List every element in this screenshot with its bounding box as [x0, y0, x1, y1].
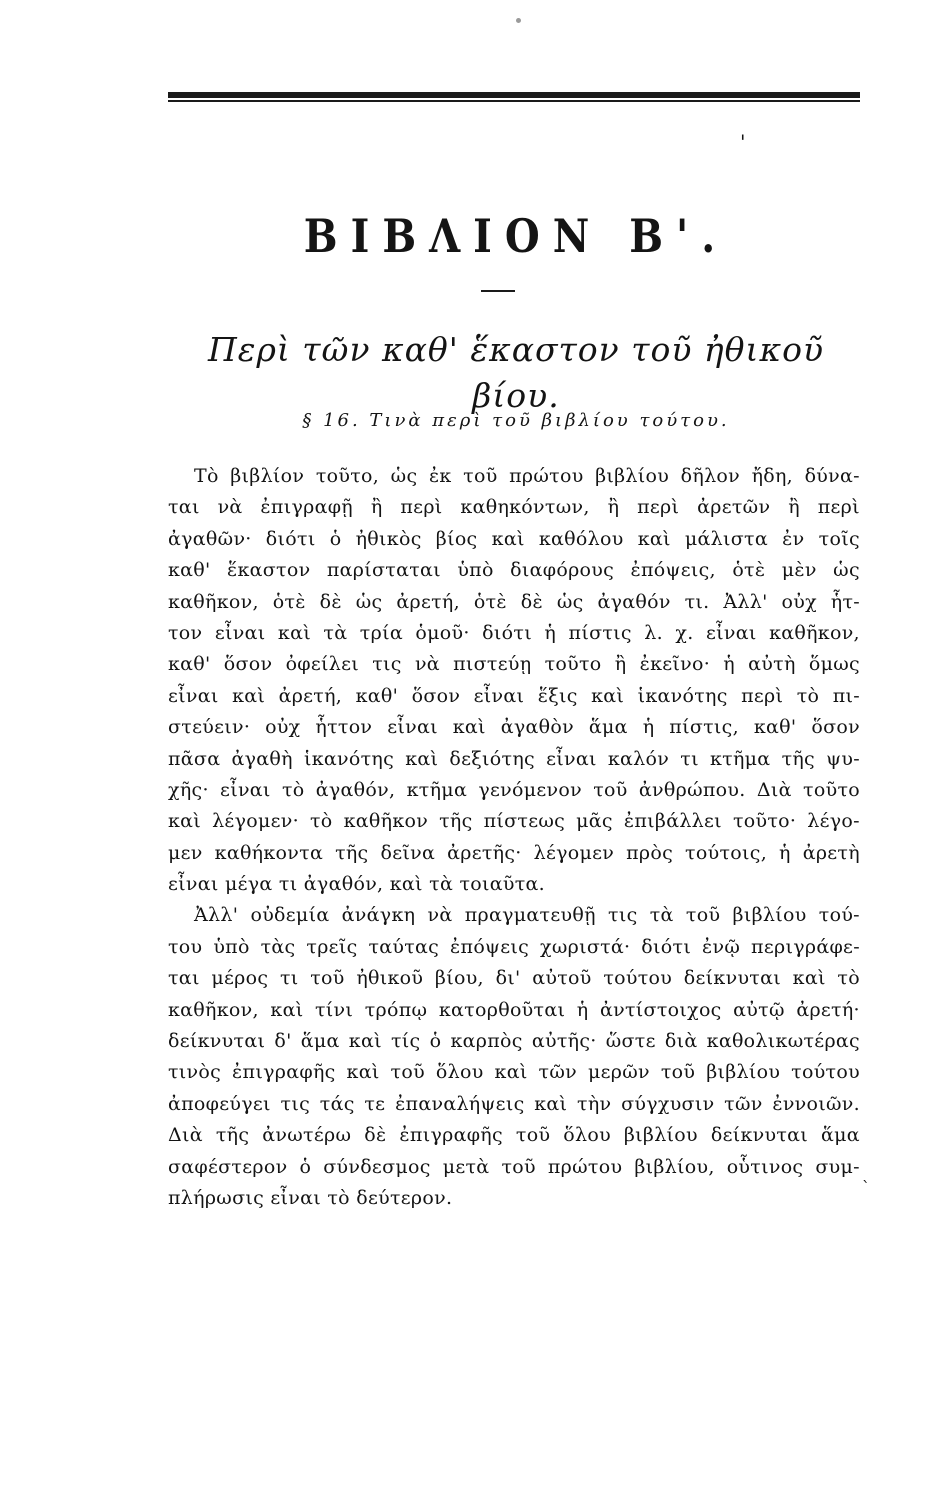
word: αὐτὴ — [748, 653, 796, 676]
word: τρία — [359, 621, 403, 644]
book-title: ΒΙΒΛΙΟΝ Β'. — [303, 209, 729, 264]
word: ἢ — [370, 496, 383, 519]
text-line — [168, 1183, 860, 1214]
word: βιβλίου — [623, 1124, 698, 1147]
word: κτῆμα — [406, 778, 468, 801]
word: χ. — [675, 621, 694, 644]
word: διὰ — [664, 1030, 698, 1053]
word: ἀγαθὸν — [500, 716, 574, 739]
word: χωριστά· — [540, 935, 631, 958]
word: καὶ — [270, 998, 304, 1021]
word: πᾶσα — [168, 747, 221, 770]
word: καὶ — [792, 967, 826, 990]
word: παρίσταται — [326, 559, 441, 582]
word: τούτοις, — [685, 841, 768, 864]
word: καθ' — [168, 653, 211, 676]
word: ὅμως — [808, 653, 860, 676]
word: ὡς — [556, 590, 584, 613]
word: ἅμα — [588, 716, 628, 739]
word: ἐπιγραφῆς — [399, 1124, 503, 1147]
word: εἶναι — [706, 621, 757, 644]
word: νὰ — [427, 904, 453, 927]
word: βιβλίου — [706, 1061, 781, 1084]
word: τις — [608, 904, 638, 927]
word: καὶ — [491, 527, 525, 550]
word: διότι — [482, 621, 532, 644]
word: ται — [168, 967, 200, 990]
word: καθῆκον, — [168, 590, 259, 613]
word: τοῦτο — [803, 778, 860, 801]
word: ἐπόψεις, — [630, 559, 716, 582]
word: ἠθικοῦ — [356, 967, 424, 990]
word: τὰς — [260, 935, 296, 958]
word: δ' — [274, 1030, 292, 1053]
word: ἀντίστοιχος — [600, 998, 722, 1021]
word: σύγχυσιν — [621, 1092, 715, 1115]
word: περὶ — [817, 496, 860, 519]
word: τὰ — [649, 904, 674, 927]
word: καθῆκον, — [168, 998, 259, 1021]
word: Διὰ — [756, 778, 792, 801]
word: ὡς — [833, 559, 860, 582]
text-line — [168, 618, 860, 649]
word: λέγο- — [807, 810, 860, 833]
word: περιγράφε- — [751, 935, 860, 958]
word: διότι — [641, 935, 692, 958]
word: καθ' — [168, 559, 211, 582]
word: πίστις — [568, 621, 632, 644]
word: τῶν — [538, 1061, 578, 1084]
word: συμ- — [815, 1155, 860, 1178]
word: πι- — [832, 684, 860, 707]
ink-speck — [516, 18, 521, 23]
word: ἀγαθόν, — [303, 873, 390, 896]
word: αὐτῷ — [733, 998, 785, 1021]
word: ἀρετή· — [796, 998, 860, 1021]
word: ἡ — [642, 716, 655, 739]
word: στεύειν· — [168, 716, 251, 739]
word: καθῆκον, — [769, 621, 860, 644]
word: καὶ — [405, 747, 439, 770]
word: βιβλίον — [230, 465, 305, 487]
word: ὅλου — [435, 1061, 484, 1084]
word: εἶναι — [473, 684, 525, 707]
word: τοῦ — [463, 465, 498, 487]
word: τι — [280, 967, 299, 990]
body-text — [168, 461, 860, 1214]
word: τινὸς — [168, 1061, 222, 1084]
word: καθ' — [355, 684, 399, 707]
text-line — [168, 744, 860, 775]
word: ἀρετῆς· — [447, 841, 522, 864]
word: εἶναι — [387, 716, 438, 739]
word: τρεῖς — [306, 935, 358, 958]
word: ὑπὸ — [213, 935, 250, 958]
word: τῆς — [781, 747, 815, 770]
word: τοῖς — [818, 527, 860, 550]
word: οὐχ — [265, 716, 301, 739]
word: ἀρετῶν — [697, 496, 771, 519]
text-line — [168, 838, 860, 869]
word: ἢ — [788, 496, 800, 519]
part-title: Περὶ τῶν καθ' ἕκαστον τοῦ ἠθικοῦ βίου. — [207, 330, 825, 415]
word: ὑπὸ — [457, 559, 494, 582]
word: καὶ — [534, 1092, 568, 1115]
text-line — [168, 869, 860, 900]
text-line — [168, 1089, 860, 1120]
word: ἐπιγραφῆς — [232, 1061, 336, 1084]
word: τὰ — [323, 621, 348, 644]
text-line — [168, 963, 860, 994]
word: καθόλου — [538, 527, 624, 550]
word: ἢ — [607, 496, 620, 519]
word: τὸ — [310, 810, 333, 833]
word: δὲ — [364, 1124, 387, 1147]
word: Ἀλλ' — [194, 904, 239, 927]
word: ἐν — [782, 527, 805, 550]
word: οὐδεμία — [250, 904, 330, 927]
text-line — [168, 775, 860, 806]
word: ὁτὲ — [473, 590, 507, 613]
word: καθήκοντα — [214, 841, 324, 864]
word: μὲν — [781, 559, 817, 582]
word: ἤδη, — [751, 465, 794, 487]
word: ὅσον — [811, 716, 860, 739]
word: ἧττον — [315, 716, 373, 739]
text-line — [168, 1057, 860, 1088]
text-line — [168, 900, 860, 931]
word: τίνι — [315, 998, 354, 1021]
word: διότι — [265, 527, 316, 550]
word: πραγματευθῇ — [464, 904, 596, 927]
word: τῆς — [215, 1124, 250, 1147]
word: ἅμα — [300, 1030, 340, 1053]
word: ὁτὲ — [732, 559, 766, 582]
word: κατορθοῦται — [438, 998, 566, 1021]
word: δεύτερον. — [356, 1186, 453, 1209]
word: ἐπιβάλλει — [623, 810, 722, 833]
word: καὶ — [494, 1061, 528, 1084]
word: μᾶς — [576, 810, 613, 833]
word: δείκνυται — [683, 967, 781, 990]
word: ἅμα — [820, 1124, 860, 1147]
word: μέρος — [211, 967, 269, 990]
word: τῆς — [439, 810, 473, 833]
word: εἶναι — [168, 684, 219, 707]
word: ὁμοῦ· — [415, 621, 470, 644]
word: ται — [168, 496, 200, 519]
word: εἶναι — [214, 621, 266, 644]
word: λ. — [644, 621, 663, 644]
word: μεν — [168, 841, 203, 864]
word: ἀγαθὴ — [231, 747, 293, 770]
text-line — [168, 461, 860, 492]
word: αὐτοῦ — [532, 967, 592, 990]
word: καὶ — [389, 873, 430, 896]
word: δῆλον — [680, 465, 741, 487]
text-line — [168, 806, 860, 837]
word: βιβλίου — [732, 904, 807, 927]
header-rule-thick — [168, 92, 860, 98]
word: ἀγαθόν — [597, 590, 671, 613]
word: ἀγαθόν, — [315, 778, 396, 801]
word: του — [168, 935, 203, 958]
word: καθῆκον — [343, 810, 429, 833]
stray-tick-mark: ' — [740, 130, 746, 154]
word: ἐκ — [428, 465, 452, 487]
text-line — [168, 587, 860, 618]
word: τοιαῦτα. — [459, 873, 545, 896]
word: εἶναι — [270, 1186, 328, 1209]
text-line — [168, 1026, 860, 1057]
word: ἐκεῖνο· — [639, 653, 711, 676]
word: τὴν — [577, 1092, 612, 1115]
word: πίστις, — [669, 716, 739, 739]
word: ὅλου — [563, 1124, 611, 1147]
word: μετὰ — [442, 1155, 490, 1178]
word: τάς — [319, 1092, 355, 1115]
word: ἐννοιῶν. — [772, 1092, 860, 1115]
word: τίς — [390, 1030, 421, 1053]
word: ἡ — [576, 998, 589, 1021]
word: τις — [372, 653, 402, 676]
word: ἐπαναλήψεις — [395, 1092, 525, 1115]
word: εἶναι — [220, 778, 271, 801]
word: πρώτου — [509, 465, 584, 487]
text-line — [168, 932, 860, 963]
word: τοῦτο· — [732, 810, 797, 833]
word: γενόμενον — [478, 778, 582, 801]
word: ὁτὲ — [272, 590, 306, 613]
section-heading: § 16. Τινὰ περὶ τοῦ βιβλίου τούτου. — [302, 410, 730, 431]
word: τι — [680, 747, 699, 770]
word: ἐπόψεις — [450, 935, 530, 958]
word: τοῦ — [515, 1124, 551, 1147]
word: ἀνάγκη — [341, 904, 416, 927]
word: σύνδεσμος — [323, 1155, 431, 1178]
word: τὸ — [796, 684, 820, 707]
word: περὶ — [741, 684, 784, 707]
word: μερῶν — [587, 1061, 650, 1084]
word: ἱκανότης — [637, 684, 728, 707]
word: βιβλίου, — [634, 1155, 715, 1178]
word: τρόπῳ — [364, 998, 428, 1021]
margin-mark: ` — [862, 1178, 870, 1197]
word: πίστεως — [483, 810, 566, 833]
word: ἡ — [723, 653, 735, 676]
word: Διὰ — [168, 1124, 203, 1147]
word: καθολικωτέρας — [706, 1030, 860, 1053]
word: καὶ — [232, 684, 266, 707]
word: τού- — [818, 904, 860, 927]
word: ὥστε — [605, 1030, 656, 1053]
word: χῆς· — [168, 778, 209, 801]
word: καὶ — [637, 527, 671, 550]
word: ἀγαθῶν· — [168, 527, 252, 550]
word: ὁ — [429, 1030, 442, 1053]
word: αὐτῆς· — [531, 1030, 597, 1053]
word: δείκνυται — [710, 1124, 809, 1147]
word: ἱκανότης — [303, 747, 395, 770]
word: ἀποφεύγει — [168, 1092, 271, 1115]
text-line — [168, 649, 860, 680]
word: ἐπιγραφῇ — [260, 496, 353, 519]
word: τούτου — [603, 967, 673, 990]
word: οὗτινος — [726, 1155, 804, 1178]
word: ὡς — [390, 465, 418, 487]
word: ὁ — [329, 527, 342, 550]
header-rule-thin — [168, 100, 860, 102]
word: τῆς — [335, 841, 369, 864]
word: ἐνῷ — [702, 935, 741, 958]
word: δείκνυται — [168, 1030, 266, 1053]
text-line — [168, 524, 860, 555]
word: ἀνθρώπου. — [638, 778, 746, 801]
word: λέγομεν· — [212, 810, 299, 833]
word: μέγα — [224, 873, 279, 896]
word: ἢ — [614, 653, 627, 676]
word: ἠθικὸς — [355, 527, 422, 550]
title-divider — [481, 290, 515, 292]
word: καθηκόντων, — [460, 496, 590, 519]
word: περὶ — [400, 496, 443, 519]
word: δεξιότης — [449, 747, 535, 770]
word: καὶ — [452, 716, 486, 739]
word: ταύτας — [368, 935, 440, 958]
word: τον — [168, 621, 203, 644]
word: πρώτου — [547, 1155, 623, 1178]
word: τοῦ — [310, 967, 345, 990]
word: σαφέστερον — [168, 1155, 288, 1178]
word: τὸ — [327, 1186, 357, 1209]
word: ἀρετή, — [396, 590, 460, 613]
word: κτῆμα — [709, 747, 771, 770]
word: πρὸς — [626, 841, 674, 864]
word: βίου, — [434, 967, 484, 990]
word: καὶ — [346, 1061, 380, 1084]
word: τὰ — [429, 873, 460, 896]
word: καὶ — [348, 1030, 382, 1053]
word: καὶ — [591, 684, 625, 707]
word: τε — [364, 1092, 386, 1115]
word: νὰ — [217, 496, 243, 519]
word: δι' — [495, 967, 521, 990]
word: καλόν — [607, 747, 670, 770]
word: τοῦ — [593, 778, 628, 801]
word: τὸ — [281, 778, 305, 801]
word: τοῦ — [501, 1155, 536, 1178]
word: ἕκαστον — [226, 559, 311, 582]
word: τοῦτο — [544, 653, 602, 676]
word: ὀφείλει — [285, 653, 360, 676]
word: τοῦ — [390, 1061, 425, 1084]
word: δεῖνα — [380, 841, 436, 864]
word: διαφόρους — [510, 559, 615, 582]
word: δὲ — [520, 590, 543, 613]
word: καρπὸς — [450, 1030, 523, 1053]
word: καὶ — [168, 810, 202, 833]
word: δύνα- — [804, 465, 860, 487]
word: τῶν — [724, 1092, 763, 1115]
word: καθ' — [753, 716, 797, 739]
word: εἶναι — [546, 747, 597, 770]
word: ἀνωτέρω — [262, 1124, 352, 1147]
word: ἡ — [544, 621, 557, 644]
word: ὅσον — [223, 653, 273, 676]
word: ὁ — [299, 1155, 312, 1178]
text-line — [168, 492, 860, 523]
word: εἶναι — [168, 873, 225, 896]
word: τις — [280, 1092, 311, 1115]
word: πλήρωσις — [168, 1186, 271, 1209]
word: βίος — [435, 527, 478, 550]
word: ἡ — [779, 841, 791, 864]
text-line — [168, 555, 860, 586]
word: τι — [278, 873, 304, 896]
text-line — [168, 712, 860, 743]
word: τὸ — [837, 967, 860, 990]
word: τι. — [684, 590, 710, 613]
word: ἕξις — [537, 684, 578, 707]
word: ὡς — [355, 590, 383, 613]
word: Τὸ — [194, 465, 219, 487]
word: τοῦ — [660, 1061, 696, 1084]
word: λέγομεν — [533, 841, 615, 864]
word: τοῦτο, — [315, 465, 380, 487]
word: οὐχ — [781, 590, 817, 613]
word: τοῦ — [685, 904, 721, 927]
text-line — [168, 1120, 860, 1151]
word: Ἀλλ' — [723, 590, 768, 613]
text-line — [168, 1152, 860, 1183]
text-line — [168, 681, 860, 712]
word: ἀρετή, — [278, 684, 343, 707]
word: περὶ — [637, 496, 680, 519]
word: ψυ- — [826, 747, 860, 770]
word: μάλιστα — [684, 527, 768, 550]
word: ἧτ- — [830, 590, 860, 613]
word: πιστεύῃ — [453, 653, 532, 676]
word: ὅσον — [411, 684, 461, 707]
word: τούτου — [791, 1061, 860, 1084]
text-line — [168, 995, 860, 1026]
word: βιβλίου — [595, 465, 670, 487]
word: ἀρετὴ — [802, 841, 860, 864]
word: καὶ — [277, 621, 311, 644]
word: νὰ — [414, 653, 440, 676]
word: δὲ — [319, 590, 342, 613]
